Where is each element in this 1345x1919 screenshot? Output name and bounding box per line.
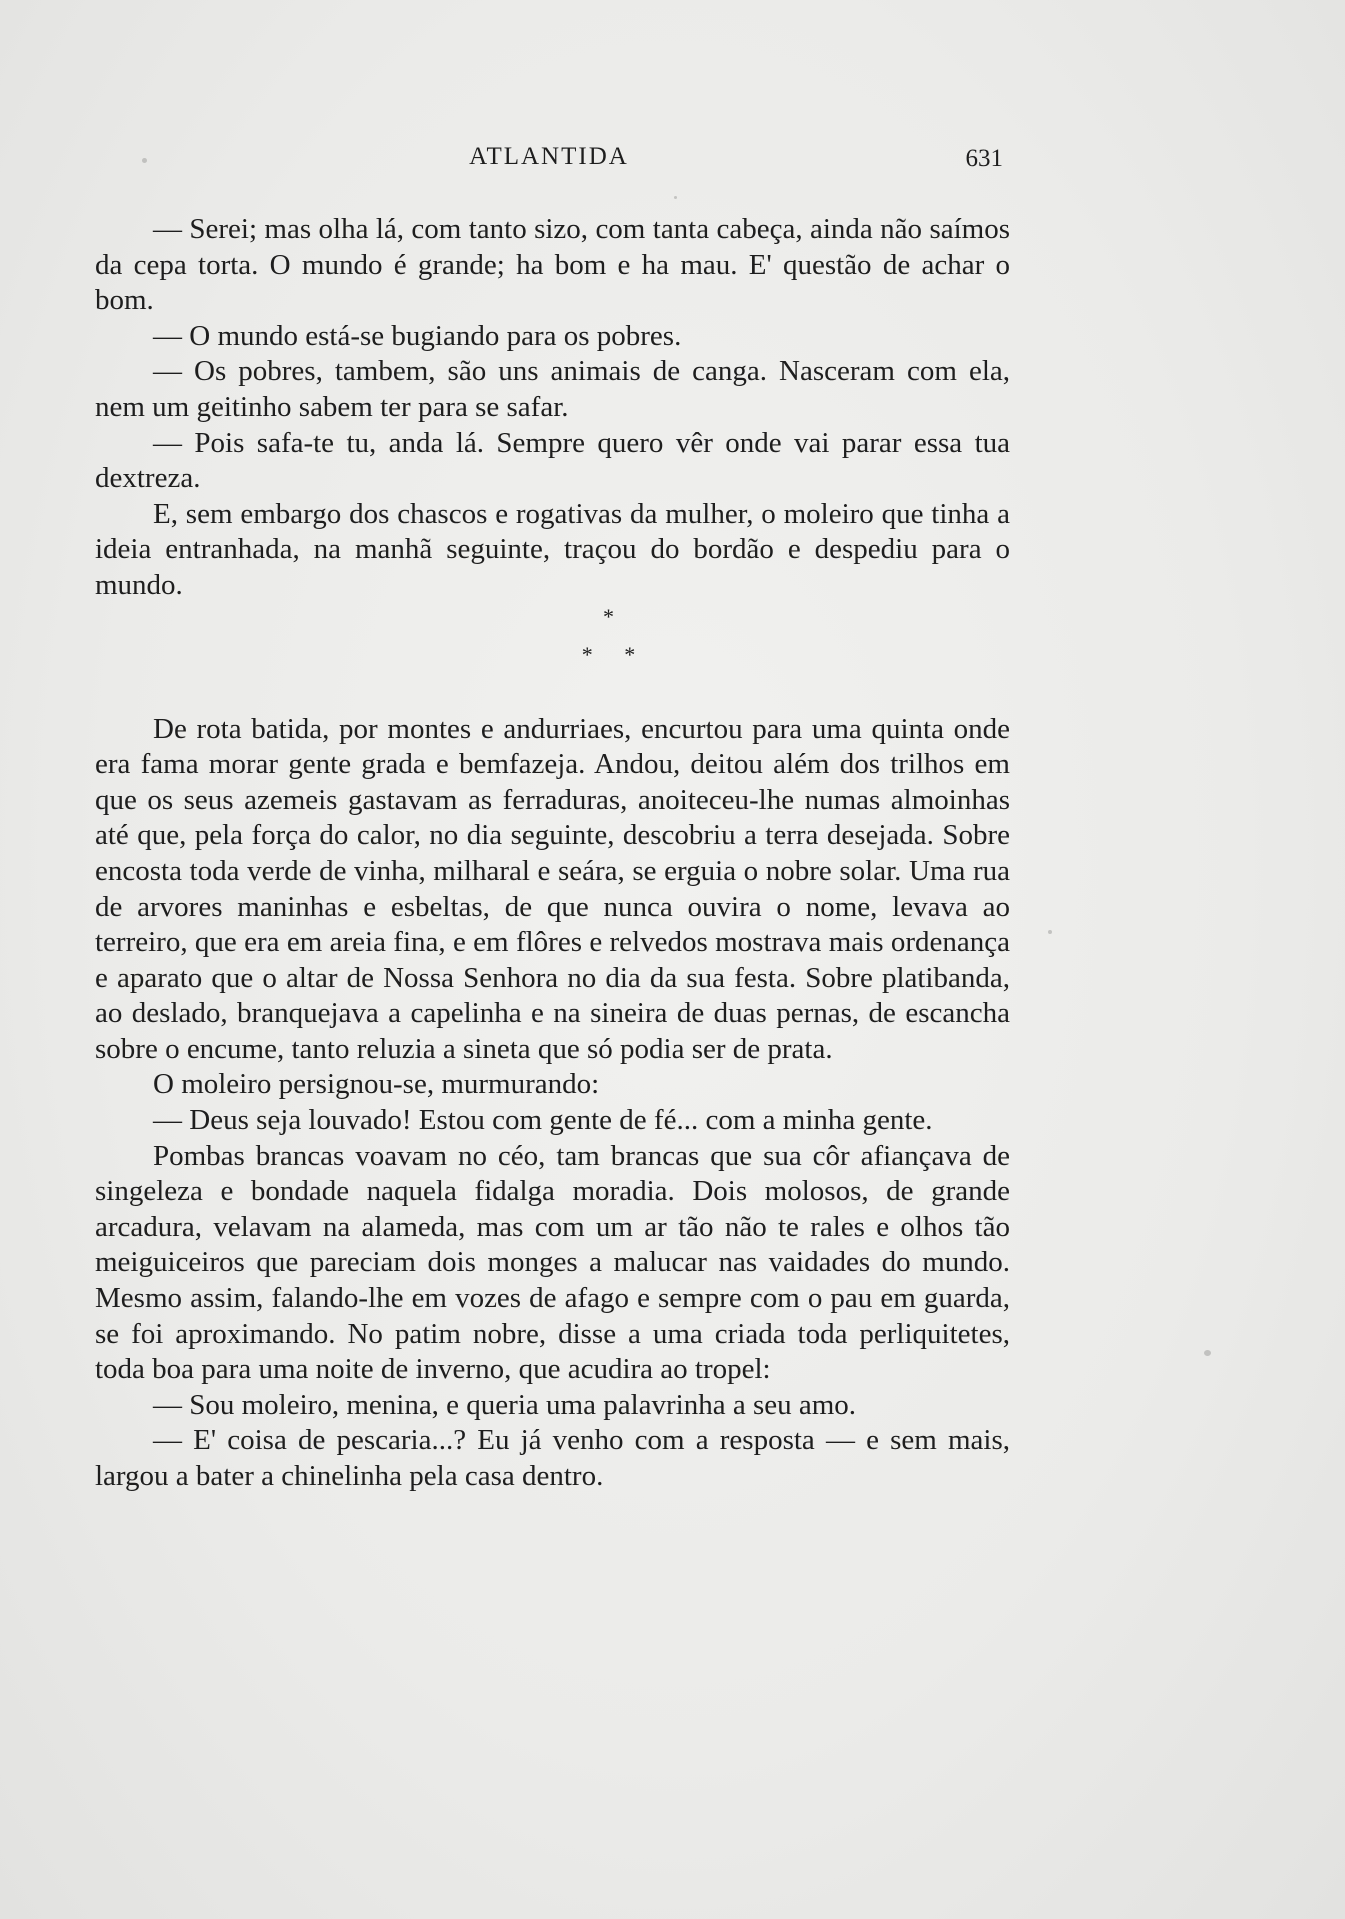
paragraph: — Deus seja louvado! Estou com gente de fé... com a minha gente. (153, 1104, 933, 1137)
body-text (95, 212, 1010, 1495)
paper-speck (674, 196, 677, 199)
paragraph: — Serei; mas olha lá, com tanto sizo, com tanta cabeça, ainda não saímos da cepa torta. O mundo é grande; ha bom e ha mau. E' questão de achar o bom. (95, 213, 1010, 317)
asterism-top: * (603, 603, 614, 629)
running-title: ATLANTIDA (469, 143, 629, 170)
asterism-bottom: * * (581, 641, 636, 667)
section-break (95, 604, 1010, 712)
paragraph: — O mundo está-se bugiando para os pobres. (153, 319, 682, 352)
paragraph: — Os pobres, tambem, são uns animais de canga. Nasceram com ela, nem um geitinho sabem ter para se safar. (95, 355, 1010, 423)
paragraph: — Sou moleiro, menina, e queria uma palavrinha a seu amo. (153, 1388, 857, 1421)
paragraph: Pombas brancas voavam no céo, tam brancas que sua côr afiançava de singeleza e bondade naquela fidalga moradia. Dois molosos, de grande arcadura, velavam na alameda, mas com um ar tão não te rales e olhos tão meiguiceiros que pareciam dois monges a malucar nas vaidades do mundo. Mesmo assim, falando-lhe em vozes de afago e sempre com o pau em guarda, se foi aproximando. No patim nobre, disse a uma criada toda perliquitetes, toda boa para uma noite de inverno, que acudira ao tropel: (95, 1139, 1010, 1386)
paragraph: — E' coisa de pescaria...? Eu já venho com a resposta — e sem mais, largou a bater a chinelinha pela casa dentro. (95, 1424, 1010, 1492)
asterism (95, 603, 1010, 667)
paragraph: — Pois safa-te tu, anda lá. Sempre quero vêr onde vai parar essa tua dextreza. (95, 426, 1010, 495)
paper-speck (1204, 1350, 1211, 1356)
paragraph: E, sem embargo dos chascos e rogativas da mulher, o moleiro que tinha a ideia entranhada, na manhã seguinte, traçou do bordão e despediu para o mundo. (95, 497, 1010, 601)
paragraph: O moleiro persignou-se, murmurando: (153, 1068, 600, 1101)
paragraph: De rota batida, por montes e andurriaes, encurtou para uma quinta onde era fama morar gente grada e bemfazeja. Andou, deitou além dos trilhos em que os seus azemeis gastavam as ferraduras, anoiteceu-lhe numas almoinhas até que, pela força do calor, no dia seguinte, descobriu a terra desejada. Sobre encosta toda verde de vinha, milharal e seára, se erguia o nobre solar. Uma rua de arvores maninhas e esbeltas, de que nunca ouvira o nome, levava ao terreiro, que era em areia fina, e em flôres e relvedos mostrava mais ordenança e aparato que o altar de Nossa Senhora no dia da sua festa. Sobre platibanda, ao deslado, branquejava a capelinha e na sineira de duas pernas, de escancha sobre o encume, tanto reluzia a sineta que só podia ser de prata. (95, 712, 1010, 1065)
page-header (95, 143, 1003, 177)
page-number: 631 (965, 145, 1003, 172)
paper-speck (1048, 930, 1052, 934)
